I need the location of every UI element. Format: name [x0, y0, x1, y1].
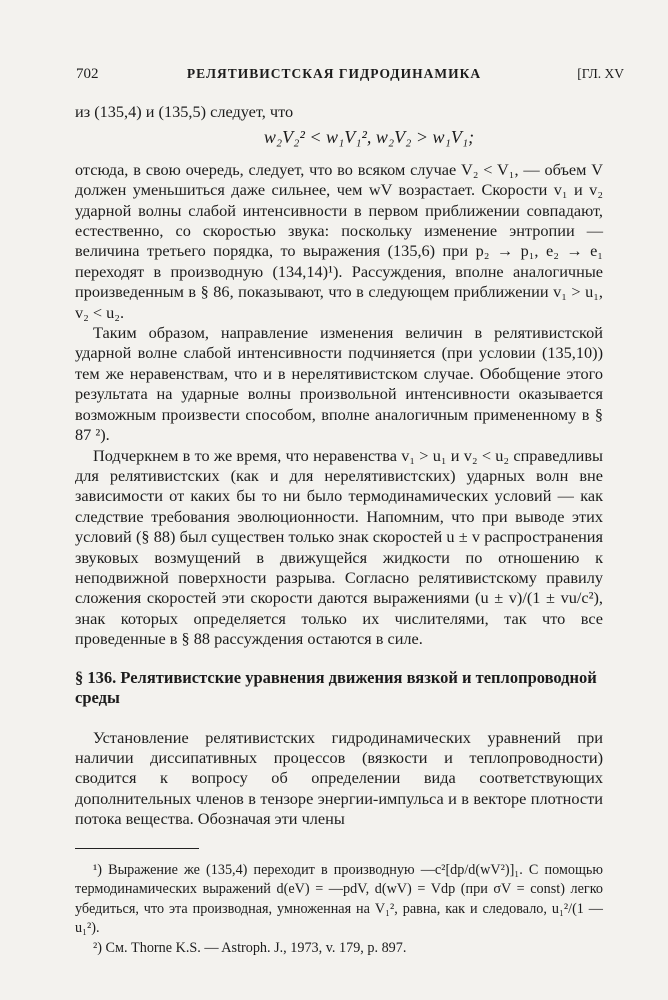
paragraph-3: Подчеркнем в то же время, что неравенства v₁ > u₁ и v₂ < u₂ справедливы для релятивистских (как и для нерелятивистских) ударных волн вне зависимости от каких бы то ни было термодинамических условий — как следствие требования эволюционности. Напомним, что при выводе этих условий (§ 88) был существен только знак скоростей u ± v распространения звуковых возмущений в движущейся жидкости по отношению к неподвижной поверхности разрыва. Согласно релятивистскому правилу сложения скоростей эти скорости даются выражениями (u ± v)/(1 ± vu/c²), знак которых определяется только их числителями, так что все проведенные в § 88 рассуждения остаются в силе. [75, 445, 603, 649]
main-text [75, 102, 603, 958]
footnote-2: ²) См. Thorne K.S. — Astroph. J., 1973, v. 179, p. 897. [93, 939, 407, 956]
chapter-label: [ГЛ. XV [577, 66, 624, 81]
intro-line: из (135,4) и (135,5) следует, что [75, 102, 294, 121]
section-heading: § 136. Релятивистские уравнения движения вязкой и теплопроводной среды [75, 667, 597, 707]
running-header [0, 66, 668, 88]
paragraph-4: Установление релятивистских гидродинамических уравнений при наличии диссипативных процессов (вязкости и теплопроводности) сводится к вопросу об определении вида соответствующих дополнительных членов в тензоре энергии-импульса и в векторе плотности потока вещества. Обозначая эти члены [75, 727, 603, 829]
page-number: 702 [76, 66, 99, 82]
paragraph-2: Таким образом, направление изменения величин в релятивистской ударной волне слабой интенсивности подчиняется (при условии (135,10)) тем же неравенствам, что и в нерелятивистском случае. Обобщение этого результата на ударные волны произвольной интенсивности оказывается возможным произвести способом, вполне аналогичным примененному в § 87 ²). [75, 323, 603, 445]
footnotes [75, 861, 603, 959]
paragraph-1: отсюда, в свою очередь, следует, что во всяком случае V₂ < V₁, — объем V должен уменьшиться даже сильнее, чем wV возрастает. Скорости v₁ и v₂ ударной волны слабой интенсивности в первом приближении совпадают, естественно, со скоростью звука: поскольку изменение энтропии — величина третьего порядка, то выражения (135,6) при p₂ → p₁, e₂ → e₁ переходят в производную (134,14)¹). Рассуждения, вполне аналогичные произведенным в § 86, показывают, что в следующем приближении v₁ > u₁, v₂ < u₂. [75, 159, 603, 322]
inequality-formula: w₂V₂² < w₁V₁², w₂V₂ > w₁V₁; [263, 127, 475, 148]
footnote-1: ¹) Выражение же (135,4) переходит в производную —c²[dp/d(wV²)]₁. С помощью термодинамических выражений d(eV) = —pdV, d(wV) = Vdp (при σV = const) легко убедиться, что эта производная, умноженная на V₁², равна, как и следовало, u₁²/(1 — u₁²). [75, 861, 603, 937]
footnote-rule [75, 848, 199, 849]
running-title: РЕЛЯТИВИСТСКАЯ ГИДРОДИНАМИКА [186, 66, 482, 81]
